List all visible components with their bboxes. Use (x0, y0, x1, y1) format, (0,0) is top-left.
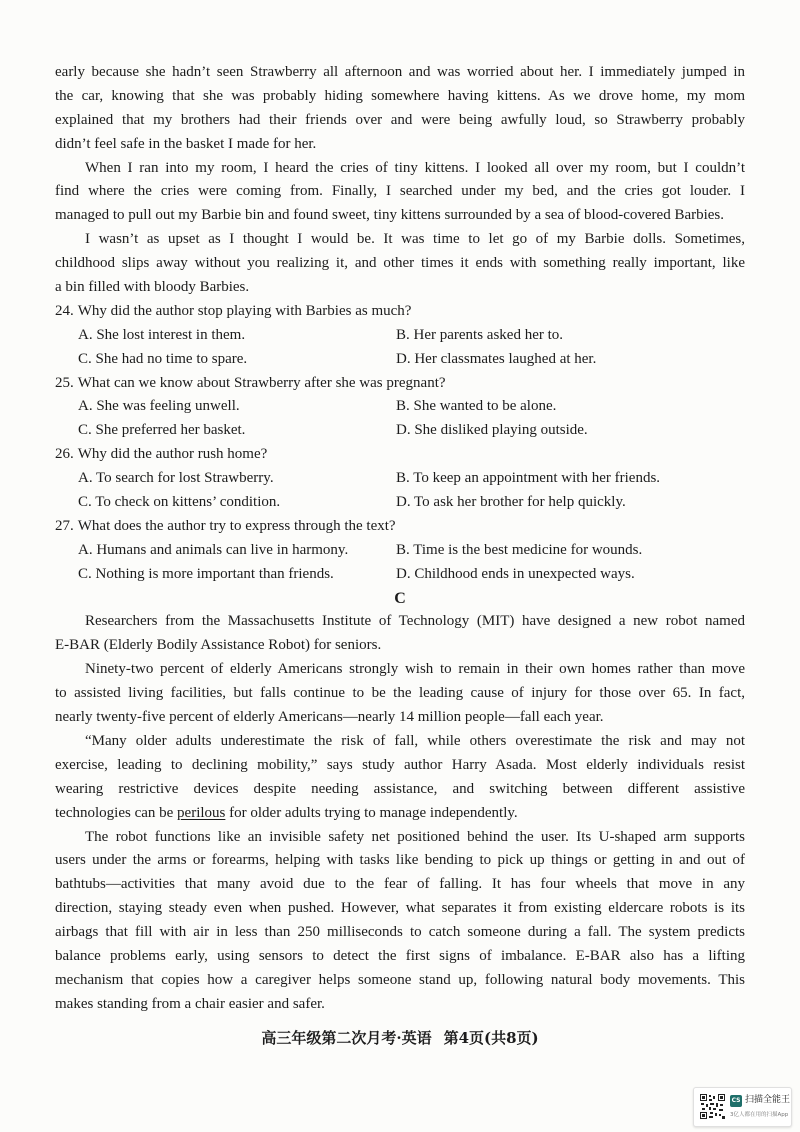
page-content (55, 61, 745, 1017)
paragraph (55, 658, 745, 730)
question-27 (55, 515, 745, 587)
passage-line: makes standing from a chair easier and safer. (55, 995, 325, 1012)
camscanner-logo-icon: CS (730, 1095, 742, 1107)
option-b: B. She wanted to be alone. (396, 398, 557, 415)
option-grid (55, 539, 745, 587)
option-c: C. To check on kittens’ condition. (78, 494, 281, 511)
question-stem (55, 443, 745, 467)
question-stem (55, 300, 745, 324)
option-d: D. To ask her brother for help quickly. (396, 494, 626, 511)
section-c (55, 587, 745, 1017)
paragraph (55, 730, 745, 826)
passage-line: balance problems early, using sensors to detect the first signs of imbalance. E-BAR also has a lifting (55, 947, 745, 964)
scanner-tagline: 3亿人都在用的扫描App (730, 1112, 789, 1118)
passage-line: E-BAR (Elderly Bodily Assistance Robot) for seniors. (55, 637, 382, 654)
question-text: Why did the author stop playing with Barbies as much? (77, 302, 412, 319)
passage-line: nearly twenty-five percent of elderly Americans—nearly 14 million people—fall each year. (55, 709, 604, 726)
option-b: B. To keep an appointment with her friends. (396, 470, 661, 487)
qr-code-icon (700, 1094, 725, 1119)
question-text: Why did the author rush home? (77, 446, 268, 463)
passage-line: the car, knowing that she was probably hiding somewhere having kittens. As we drove home, my mom (55, 87, 745, 104)
paragraph (55, 61, 745, 157)
passage-line: find where the cries were coming from. Finally, I searched under my bed, and the cries got louder. I (55, 183, 745, 200)
passage-line: airbags that fill with air in less than 250 milliseconds to catch someone during a fall. The system predicts (55, 924, 745, 941)
passage-line: When I ran into my room, I heard the cries of tiny kittens. I looked all over my room, but I couldn’t (85, 159, 745, 176)
line-segment: for older adults trying to manage independently. (225, 804, 518, 821)
passage-line: didn’t feel safe in the basket I made for her. (55, 135, 317, 152)
option-d: D. Her classmates laughed at her. (396, 350, 597, 367)
question-number: 24. (55, 302, 74, 319)
question-number: 27. (55, 517, 74, 534)
option-b: B. Time is the best medicine for wounds. (396, 541, 643, 558)
section-heading: C (394, 589, 406, 607)
question-stem (55, 515, 745, 539)
passage-line: explained that my brothers had their friends over and were being awfully loud, so Strawberry probably (55, 111, 745, 128)
passage-line: managed to pull out my Barbie bin and found sweet, tiny kittens surrounded by a sea of blood-covered Barbies. (55, 207, 725, 224)
question-26 (55, 443, 745, 515)
page-number: 第4页(共8页) (443, 1029, 539, 1047)
option-a: A. Humans and animals can live in harmony. (78, 541, 349, 558)
option-grid (55, 395, 745, 443)
passage-line: to assisted living facilities, but falls continue to be the leading cause of injury for those over 65. In fact, (55, 685, 745, 702)
question-stem (55, 372, 745, 396)
passage-line: childhood slips away without you realizing it, and other times it ends with something really important, like (55, 255, 745, 272)
passage-line: direction, staying steady even when pushed. However, what separates it from existing eldercare robots is its (55, 900, 745, 917)
paragraph (55, 610, 745, 658)
question-24 (55, 300, 745, 372)
passage-b-continuation (55, 61, 745, 300)
passage-line (55, 802, 745, 826)
option-grid (55, 324, 745, 372)
question-list (55, 300, 745, 587)
passage-line: mechanism that copies how a caregiver helps someone stand up, following natural body movements. This (55, 971, 745, 988)
exam-title: 高三年级第二次月考·英语 (261, 1029, 432, 1047)
passage-line: early because she hadn’t seen Strawberry all afternoon and was worried about her. I immediately jumped in (55, 64, 745, 80)
scanner-brand: 扫描全能王 (745, 1095, 791, 1105)
question-number: 26. (55, 446, 74, 463)
page-footer (0, 1026, 800, 1050)
paragraph (55, 826, 745, 1017)
paragraph (55, 157, 745, 229)
option-c: C. She had no time to spare. (78, 350, 248, 367)
question-25 (55, 372, 745, 444)
passage-line: “Many older adults underestimate the risk of fall, while others overestimate the risk and may not (85, 732, 745, 749)
underlined-word: perilous (177, 804, 226, 821)
question-text: What can we know about Strawberry after she was pregnant? (77, 374, 446, 391)
option-a: A. She lost interest in them. (78, 326, 246, 343)
option-a: A. She was feeling unwell. (78, 398, 240, 415)
line-segment: technologies can be (55, 804, 178, 821)
passage-line: exercise, leading to declining mobility,” says study author Harry Asada. Most elderly individuals resist (55, 756, 745, 773)
paragraph (55, 228, 745, 300)
question-text: What does the author try to express through the text? (77, 517, 396, 534)
option-c: C. She preferred her basket. (78, 422, 246, 439)
option-a: A. To search for lost Strawberry. (78, 470, 274, 487)
option-grid (55, 467, 745, 515)
passage-line: The robot functions like an invisible safety net positioned behind the user. Its U-shaped arm supports (85, 828, 745, 845)
scanner-watermark (693, 1087, 792, 1127)
option-c: C. Nothing is more important than friends. (78, 565, 334, 582)
option-b: B. Her parents asked her to. (396, 326, 564, 343)
passage-line: wearing restrictive devices despite needing assistance, and switching between different assistive (55, 780, 745, 797)
option-d: D. She disliked playing outside. (396, 422, 588, 439)
passage-line: users under the arms or forearms, helping with tasks like bending to pick up things or getting in and out of (55, 852, 745, 869)
question-number: 25. (55, 374, 74, 391)
passage-line: I wasn’t as upset as I thought I would be. It was time to let go of my Barbie dolls. Sometimes, (85, 231, 745, 248)
passage-line: Ninety-two percent of elderly Americans strongly wish to remain in their own homes rather than move (85, 661, 745, 678)
passage-line: a bin filled with bloody Barbies. (55, 279, 250, 296)
passage-line: bathtubs—activities that many avoid due to the fear of falling. It has four wheels that move in any (55, 876, 745, 893)
option-d: D. Childhood ends in unexpected ways. (396, 565, 635, 582)
passage-line: Researchers from the Massachusetts Institute of Technology (MIT) have designed a new robot named (85, 613, 745, 630)
